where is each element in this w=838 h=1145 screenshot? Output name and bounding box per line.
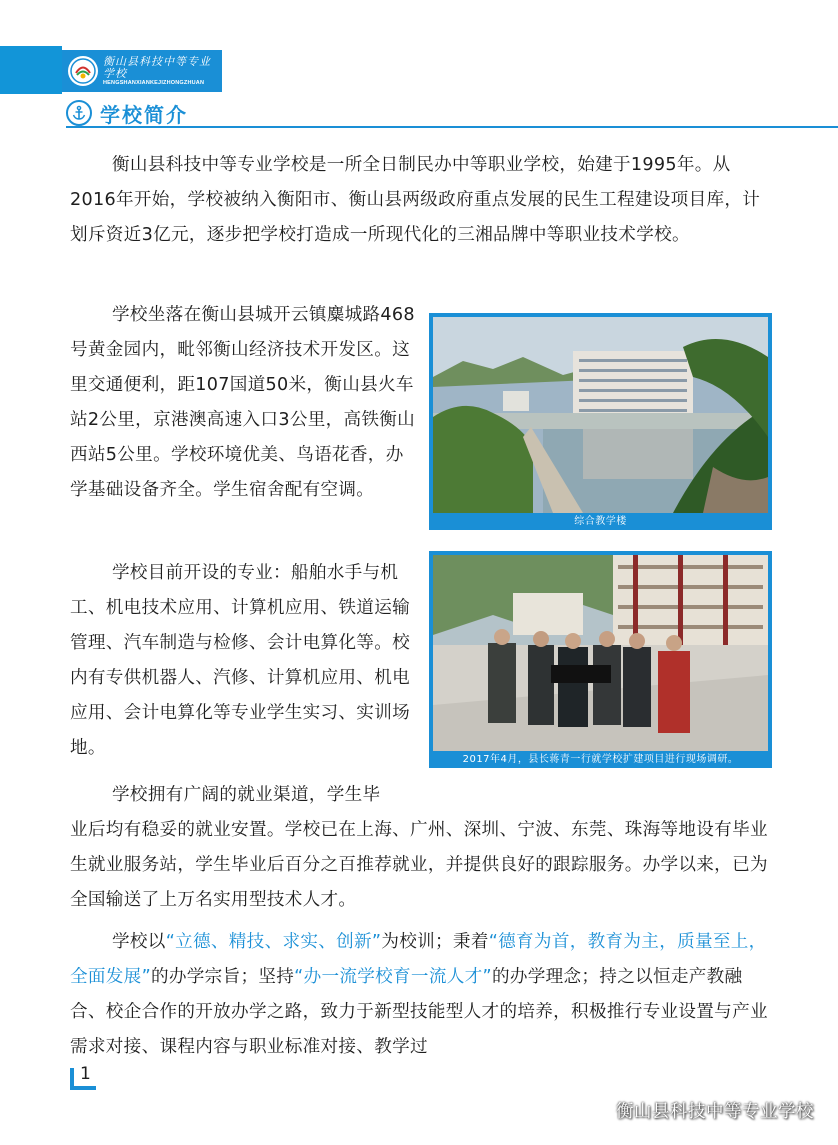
paragraph-location-text: 学校坐落在衡山县城开云镇麋城路468号黄金园内，毗邻衡山经济技术开发区。这里交通便利，距107国道50米，衡山县火车站2公里，京港澳高速入口3公里，高铁衡山西站5公里。学校环境优美、鸟语花香，办学基础设备齐全。学生宿舍配有空调。 [70, 305, 416, 500]
photo-site-visit [429, 551, 772, 768]
page-number: 1 [80, 1064, 91, 1084]
paragraph-majors-text: 学校目前开设的专业：船舶水手与机工、机电技术应用、计算机应用、铁道运输管理、汽车制造与检修、会计电算化等。校内有专供机器人、汽修、计算机应用、机电应用、会计电算化等专业学生实习、实训场地。 [70, 563, 410, 758]
philosophy-mid2: 的办学宗旨；坚持 [151, 967, 295, 987]
wechat-icon [588, 1099, 610, 1122]
photo-teaching-building-caption: 综合教学楼 [574, 516, 627, 527]
section-title: 学校简介 [100, 102, 188, 127]
logo-pinyin-name: HENGSHANXIANKEJIZHONGZHUAN [103, 80, 205, 87]
school-emblem-icon [68, 56, 98, 86]
watermark-text: 衡山县科技中等专业学校 [616, 1102, 814, 1122]
anchor-icon [66, 100, 92, 126]
school-logo-banner [62, 50, 222, 92]
philosophy-mid1: 为校训；秉着 [381, 932, 489, 952]
wechat-watermark [588, 1098, 814, 1123]
school-principle: “德育为首，教育为主，质量至上，全面发展” [70, 932, 767, 987]
site-visit-image [433, 555, 768, 751]
paragraph-majors [70, 556, 420, 766]
philosophy-pre: 学校以 [112, 932, 166, 952]
teaching-building-image [433, 317, 768, 513]
paragraph-employment-start-text: 学校拥有广阔的就业渠道，学生毕 [112, 785, 381, 805]
paragraph-employment-rest-text: 业后均有稳妥的就业安置。学校已在上海、广州、深圳、宁波、东莞、珠海等地设有毕业生就业服务站，学生毕业后百分之百推荐就业，并提供良好的跟踪服务。办学以来，已为全国输送了上万名实用型技术人才。 [70, 820, 768, 910]
logo-chinese-name: 衡山县科技中等专业学校 [103, 54, 211, 80]
paragraph-employment-start [70, 778, 420, 813]
logo-text-block [103, 56, 222, 86]
header-color-band [0, 46, 62, 94]
philosophy-post: 的办学理念；持之以恒走产教融合、校企合作的开放办学之路，致力于新型技能型人才的培养，积极推行专业设置与产业需求对接、课程内容与职业标准对接、教学过 [70, 967, 768, 1057]
paragraph-intro [70, 148, 772, 253]
paragraph-intro-text: 衡山县科技中等专业学校是一所全日制民办中等职业学校，始建于1995年。从2016年开始，学校被纳入衡阳市、衡山县两级政府重点发展的民生工程建设项目库，计划斥资近3亿元，逐步把学校打造成一所现代化的三湘品牌中等职业技术学校。 [70, 155, 761, 245]
section-header [66, 100, 838, 128]
photo-teaching-building [429, 313, 772, 530]
paragraph-employment-rest [70, 813, 772, 918]
paragraph-philosophy [70, 925, 772, 1065]
school-motto: “立德、精技、求实、创新” [165, 932, 382, 952]
paragraph-location [70, 298, 420, 508]
photo-site-visit-caption: 2017年4月，县长蒋青一行就学校扩建项目进行现场调研。 [462, 754, 739, 765]
school-idea: “办一流学校育一流人才” [294, 967, 492, 987]
